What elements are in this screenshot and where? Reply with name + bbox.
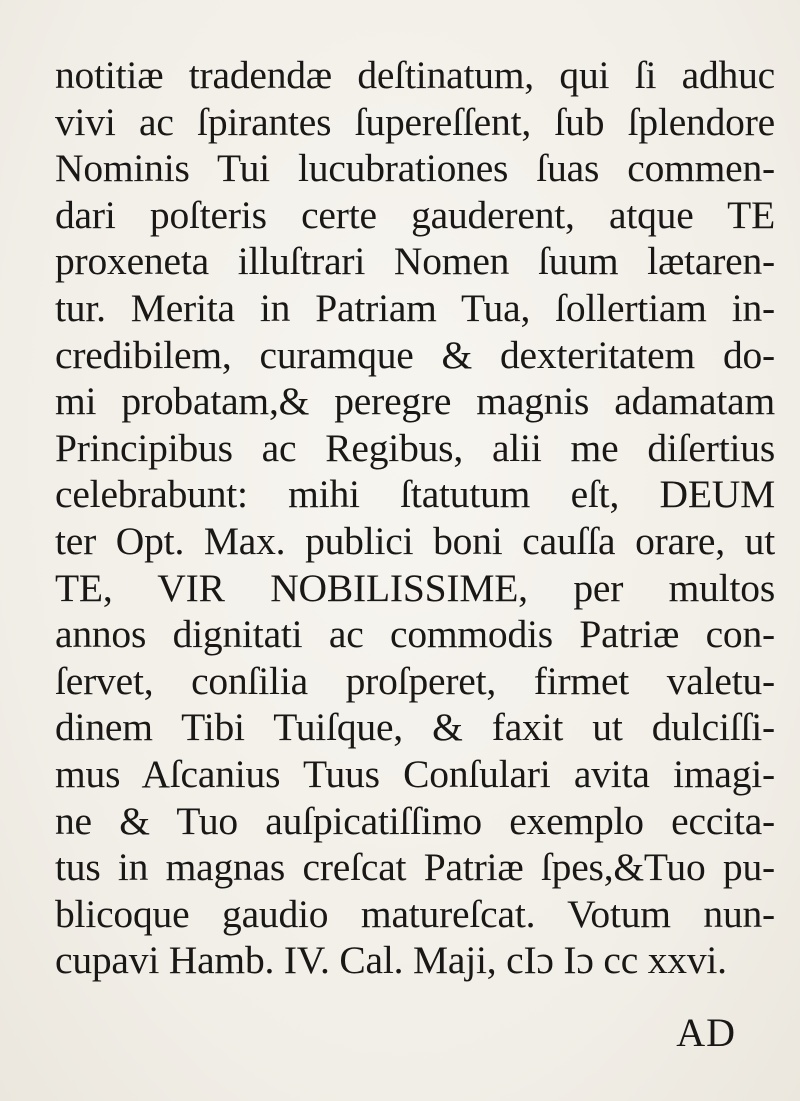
text-line: notitiæ tradendæ deſtinatum, qui ſi adhuc — [55, 53, 775, 97]
text-line-dateline: cupavi Hamb. IV. Cal. Maji, cIɔ Iɔ cc xxvi. — [55, 938, 727, 983]
text-line: mi probatam,& peregre magnis adamatam — [55, 379, 775, 424]
text-line: ſervet, conſilia proſperet, firmet valetu- — [55, 658, 775, 703]
text-line: proxeneta illuſtrari Nomen ſuum lætaren- — [55, 239, 775, 284]
text-line: celebrabunt: mihi ſtatutum eſt, DEUM — [55, 472, 775, 517]
text-line: dari poſteris certe gauderent, atque TE — [55, 192, 775, 237]
text-line: Principibus ac Regibus, alii me diſertius — [55, 425, 775, 470]
text-line: dinem Tibi Tuiſque, & faxit ut dulciſſi- — [55, 705, 775, 750]
text-line: Nominis Tui lucubrationes ſuas commen- — [55, 146, 775, 191]
catchword: AD — [676, 1010, 736, 1055]
text-line: TE, VIR NOBILISSIME, per multos — [55, 565, 775, 610]
text-line: credibilem, curamque & dexteritatem do- — [55, 332, 775, 377]
text-line: annos dignitati ac commodis Patriæ con- — [55, 612, 775, 657]
text-line: mus Aſcanius Tuus Conſulari avita imagi- — [55, 751, 775, 796]
body-text — [55, 52, 775, 984]
text-line: blicoque gaudio matureſcat. Votum nun- — [55, 891, 775, 936]
text-line: vivi ac ſpirantes ſupereſſent, ſub ſplendore — [55, 99, 775, 144]
text-line: ter Opt. Max. publici boni cauſſa orare, ut — [55, 518, 775, 563]
text-line: tus in magnas creſcat Patriæ ſpes,&Tuo pu- — [55, 845, 775, 890]
text-line: ne & Tuo auſpicatiſſimo exemplo eccita- — [55, 798, 775, 843]
text-line: tur. Merita in Patriam Tua, ſollertiam in- — [55, 285, 775, 330]
